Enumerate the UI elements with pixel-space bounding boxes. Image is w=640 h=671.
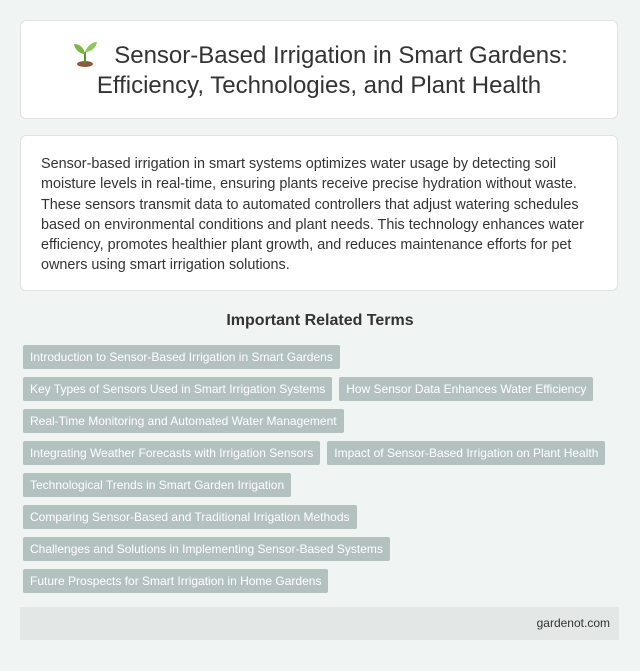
tag-row [23, 345, 623, 369]
tag-row [23, 505, 623, 529]
related-terms-heading: Important Related Terms [226, 312, 414, 329]
footer-site-link[interactable]: gardenot.com [536, 616, 610, 630]
intro-paragraph: Sensor-based irrigation in smart systems optimizes water usage by detecting soil moisture levels in real-time, ensuring plants receive precise hydration without waste. These sensors transmit data to automated controllers that adjust watering schedules based on environmental conditions and plant needs. This technology enhances water efficiency, promotes healthier plant growth, and reduces maintenance efforts for pet owners using smart irrigation solutions. [41, 156, 584, 274]
related-term-tag[interactable]: Future Prospects for Smart Irrigation in Home Gardens [23, 569, 328, 593]
tag-row [23, 441, 623, 465]
tag-row [23, 537, 623, 561]
title-card [20, 20, 618, 119]
related-terms-list [23, 345, 623, 601]
related-term-tag[interactable]: Integrating Weather Forecasts with Irrigation Sensors [23, 441, 320, 465]
related-term-tag[interactable]: Comparing Sensor-Based and Traditional Irrigation Methods [23, 505, 357, 529]
related-term-tag[interactable]: How Sensor Data Enhances Water Efficiency [339, 377, 593, 401]
related-term-tag[interactable]: Key Types of Sensors Used in Smart Irrigation Systems [23, 377, 332, 401]
tag-row [23, 569, 623, 593]
related-term-tag[interactable]: Impact of Sensor-Based Irrigation on Plant Health [327, 441, 605, 465]
related-term-tag[interactable]: Real-Time Monitoring and Automated Water Management [23, 409, 344, 433]
title-line-1: Sensor-Based Irrigation in Smart Gardens: [114, 41, 568, 69]
related-term-tag[interactable]: Introduction to Sensor-Based Irrigation in Smart Gardens [23, 345, 340, 369]
tag-row [23, 409, 623, 433]
footer [20, 607, 619, 640]
related-term-tag[interactable]: Technological Trends in Smart Garden Irrigation [23, 473, 291, 497]
page-title [70, 39, 568, 101]
tag-row [23, 473, 623, 497]
seedling-icon [70, 39, 100, 67]
title-line-2: Efficiency, Technologies, and Plant Health [96, 71, 542, 99]
related-term-tag[interactable]: Challenges and Solutions in Implementing Sensor-Based Systems [23, 537, 390, 561]
intro-card [20, 135, 618, 291]
tag-row [23, 377, 623, 401]
